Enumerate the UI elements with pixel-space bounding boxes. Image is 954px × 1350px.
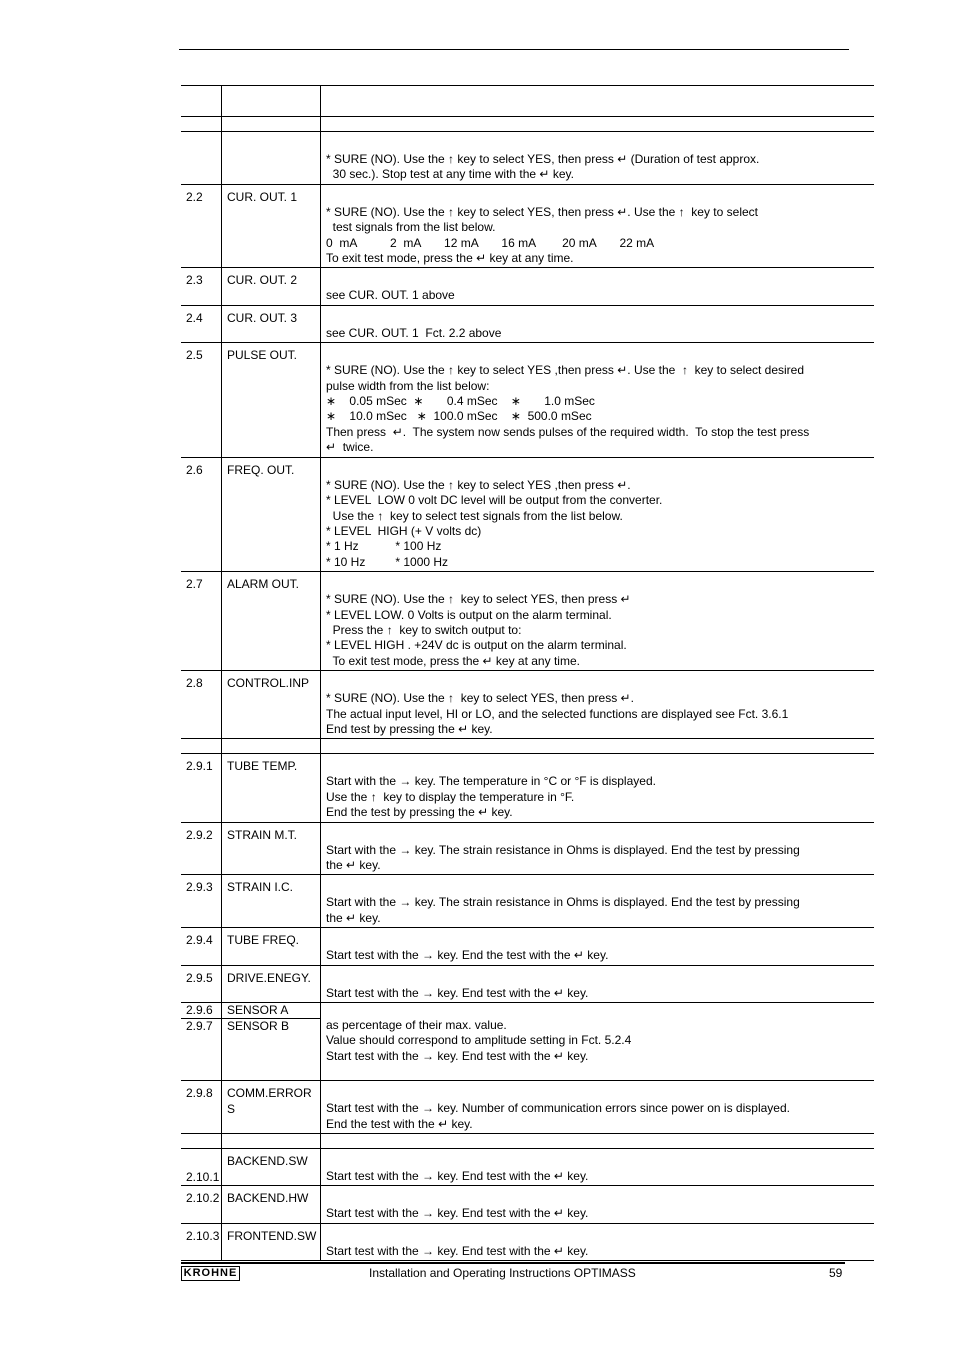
function-number: 2.3 [181, 268, 222, 305]
function-name [222, 86, 321, 117]
description-line: the ↵ key. [326, 910, 381, 925]
function-number: 2.2 [181, 184, 222, 268]
description-line: * SURE (NO). Use the ↑ key to select YES, then press ↵ [326, 592, 631, 607]
function-description [321, 822, 875, 875]
description-line: * LEVEL LOW. 0 Volts is output on the alarm terminal. [326, 607, 612, 622]
description-line: * LEVEL LOW 0 volt DC level will be output from the converter. [326, 493, 663, 508]
function-description [321, 965, 875, 1002]
function-name: ALARM OUT. [222, 572, 321, 671]
function-description [321, 671, 875, 739]
description-line: To exit test mode, press the ↵ key at any time. [326, 251, 574, 266]
function-number [181, 86, 222, 117]
description-line: ↵ twice. [326, 440, 374, 455]
function-number: 2.10.1 [181, 1149, 222, 1186]
header-rule [179, 49, 849, 50]
table-row [181, 1134, 874, 1149]
function-name: CUR. OUT. 2 [222, 268, 321, 305]
description-line: 30 sec.). Stop test at any time with the ↵ key. [326, 167, 574, 182]
description-line: pulse width from the list below: [326, 378, 490, 393]
table-row [181, 965, 874, 1002]
table-row [181, 572, 874, 671]
description-line: as percentage of their max. value. [326, 1018, 507, 1033]
function-name: CUR. OUT. 1 [222, 184, 321, 268]
function-name: STRAIN I.C. [222, 875, 321, 928]
description-line: Use the ↑ key to select test signals from the list below. [326, 508, 623, 523]
description-line: * SURE (NO). Use the ↑ key to select YES ,then press ↵. Use the ↑ key to select desired [326, 363, 805, 378]
description-line: Press the ↑ key to switch output to: [326, 622, 522, 637]
function-description [321, 86, 875, 117]
function-name: FREQ. OUT. [222, 457, 321, 571]
function-description [321, 1081, 875, 1134]
table-row [181, 305, 874, 342]
function-number: 2.9.6 [181, 1003, 221, 1019]
table-row [181, 343, 874, 457]
footer-rule [181, 1262, 845, 1264]
table-row [181, 671, 874, 739]
function-name: BACKEND.SW [222, 1149, 321, 1186]
description-line: test signals from the list below. [326, 220, 496, 235]
description-line: Then press ↵. The system now sends pulses of the required width. To stop the test press [326, 424, 810, 439]
description-line: The actual input level, HI or LO, and the selected functions are displayed see Fct. 3.6.1 [326, 706, 789, 721]
description-line: * SURE (NO). Use the ↑ key to select YES ,then press ↵. [326, 477, 631, 492]
function-name [222, 117, 321, 132]
description-line: Start test with the → key. Number of communication errors since power on is displayed. [326, 1101, 790, 1116]
footer-title: Installation and Operating Instructions OPTIMASS [369, 1266, 636, 1280]
table-row [181, 1081, 874, 1134]
description-line: the ↵ key. [326, 858, 381, 872]
function-number [181, 117, 222, 132]
function-description [321, 572, 875, 671]
function-description [321, 754, 875, 822]
function-description [321, 1186, 875, 1223]
description-line: Start test with the → key. End test with the ↵ key. [326, 1206, 589, 1221]
description-line: Start test with the → key. End test with the ↵ key. [326, 1048, 589, 1063]
table-row [181, 1223, 874, 1260]
description-line: Use the ↑ key to display the temperature in °F. [326, 789, 575, 804]
table-row [181, 117, 874, 132]
function-name [222, 739, 321, 754]
function-number [181, 1134, 222, 1149]
function-number [181, 1003, 222, 1081]
description-line: * 1 Hz * 100 Hz [326, 539, 442, 554]
table-row [181, 822, 874, 875]
description-line: see CUR. OUT. 1 above [326, 288, 455, 303]
description-line: ∗ 10.0 mSec ∗ 100.0 mSec ∗ 500.0 mSec [326, 409, 592, 424]
function-description [321, 184, 875, 268]
function-name [222, 132, 321, 185]
description-line: End test by pressing the ↵ key. [326, 721, 493, 736]
description-line: To exit test mode, press the ↵ key at any time. [326, 653, 580, 668]
table-row [181, 457, 874, 571]
table-row [181, 268, 874, 305]
table-row [181, 928, 874, 965]
function-number: 2.4 [181, 305, 222, 342]
function-description [321, 1223, 875, 1260]
table-row [181, 1186, 874, 1223]
description-line: * LEVEL HIGH . +24V dc is output on the alarm terminal. [326, 638, 627, 653]
table-row [181, 875, 874, 928]
table-row [181, 754, 874, 822]
function-number: 2.8 [181, 671, 222, 739]
description-line: Start with the → key. The strain resistance in Ohms is displayed. End the test by pressing [326, 895, 800, 910]
function-number: 2.7 [181, 572, 222, 671]
function-number: 2.9.8 [181, 1081, 222, 1134]
description-line: End the test with the ↵ key. [326, 1116, 473, 1131]
description-line: Value should correspond to amplitude setting in Fct. 5.2.4 [326, 1033, 632, 1048]
function-name: STRAIN M.T. [222, 822, 321, 875]
function-number: 2.9.5 [181, 965, 222, 1002]
description-line: Start test with the → key. End test with the ↵ key. [326, 1243, 589, 1258]
table-row [181, 86, 874, 117]
description-line: Start test with the → key. End the test with the ↵ key. [326, 948, 609, 963]
description-line: Start test with the → key. End test with the ↵ key. [326, 985, 589, 1000]
function-number [181, 739, 222, 754]
function-description [321, 1003, 875, 1081]
function-table [181, 85, 874, 1261]
function-name: CONTROL.INP [222, 671, 321, 739]
function-number: 2.10.3 [181, 1223, 222, 1260]
table-row [181, 1149, 874, 1186]
function-description [321, 132, 875, 185]
page-number: 59 [829, 1266, 843, 1280]
description-line: Start with the → key. The temperature in °C or °F is displayed. [326, 774, 656, 789]
krohne-logo: KROHNE [181, 1266, 240, 1281]
function-name: FRONTEND.SW [222, 1223, 321, 1260]
description-line: Start with the → key. The strain resistance in Ohms is displayed. End the test by pressing [326, 842, 800, 857]
function-number: 2.5 [181, 343, 222, 457]
description-line: End the test by pressing the ↵ key. [326, 805, 513, 820]
table-row [181, 184, 874, 268]
description-line: * LEVEL HIGH (+ V volts dc) [326, 523, 482, 538]
description-line: ∗ 0.05 mSec ∗ 0.4 mSec ∗ 1.0 mSec [326, 394, 595, 409]
function-name: DRIVE.ENEGY. [222, 965, 321, 1002]
function-description [321, 117, 875, 132]
function-name: TUBE TEMP. [222, 754, 321, 822]
function-name [222, 1134, 321, 1149]
function-description [321, 1149, 875, 1186]
function-name: CUR. OUT. 3 [222, 305, 321, 342]
function-name: PULSE OUT. [222, 343, 321, 457]
function-number: 2.6 [181, 457, 222, 571]
function-description [321, 1134, 875, 1149]
table-row [181, 132, 874, 185]
function-name: TUBE FREQ. [222, 928, 321, 965]
function-description [321, 457, 875, 571]
description-line: * 10 Hz * 1000 Hz [326, 554, 449, 569]
function-name: COMM.ERROR S [222, 1081, 321, 1134]
function-description [321, 305, 875, 342]
function-name: BACKEND.HW [222, 1186, 321, 1223]
description-line: Start test with the → key. End test with the ↵ key. [326, 1169, 589, 1184]
description-line: * SURE (NO). Use the ↑ key to select YES, then press ↵ (Duration of test approx. [326, 152, 760, 166]
function-name [222, 1003, 321, 1081]
description-line: see CUR. OUT. 1 Fct. 2.2 above [326, 325, 502, 340]
function-description [321, 928, 875, 965]
function-number: 2.9.1 [181, 754, 222, 822]
function-name: SENSOR A [222, 1003, 320, 1019]
function-number: 2.10.2 [181, 1186, 222, 1223]
table-row [181, 1003, 874, 1081]
description-line: * SURE (NO). Use the ↑ key to select YES, then press ↵. [326, 691, 634, 706]
description-line: * SURE (NO). Use the ↑ key to select YES, then press ↵. Use the ↑ key to select [326, 204, 758, 219]
function-description [321, 268, 875, 305]
function-number: 2.9.4 [181, 928, 222, 965]
table-row [181, 739, 874, 754]
function-number: 2.9.2 [181, 822, 222, 875]
function-description [321, 739, 875, 754]
function-description [321, 343, 875, 457]
function-name: SENSOR B [227, 1019, 290, 1034]
function-description [321, 875, 875, 928]
function-number: 2.9.7 [186, 1019, 213, 1034]
function-number: 2.9.3 [181, 875, 222, 928]
function-number [181, 132, 222, 185]
description-line: 0 mA 2 mA 12 mA 16 mA 20 mA 22 mA [326, 235, 655, 250]
